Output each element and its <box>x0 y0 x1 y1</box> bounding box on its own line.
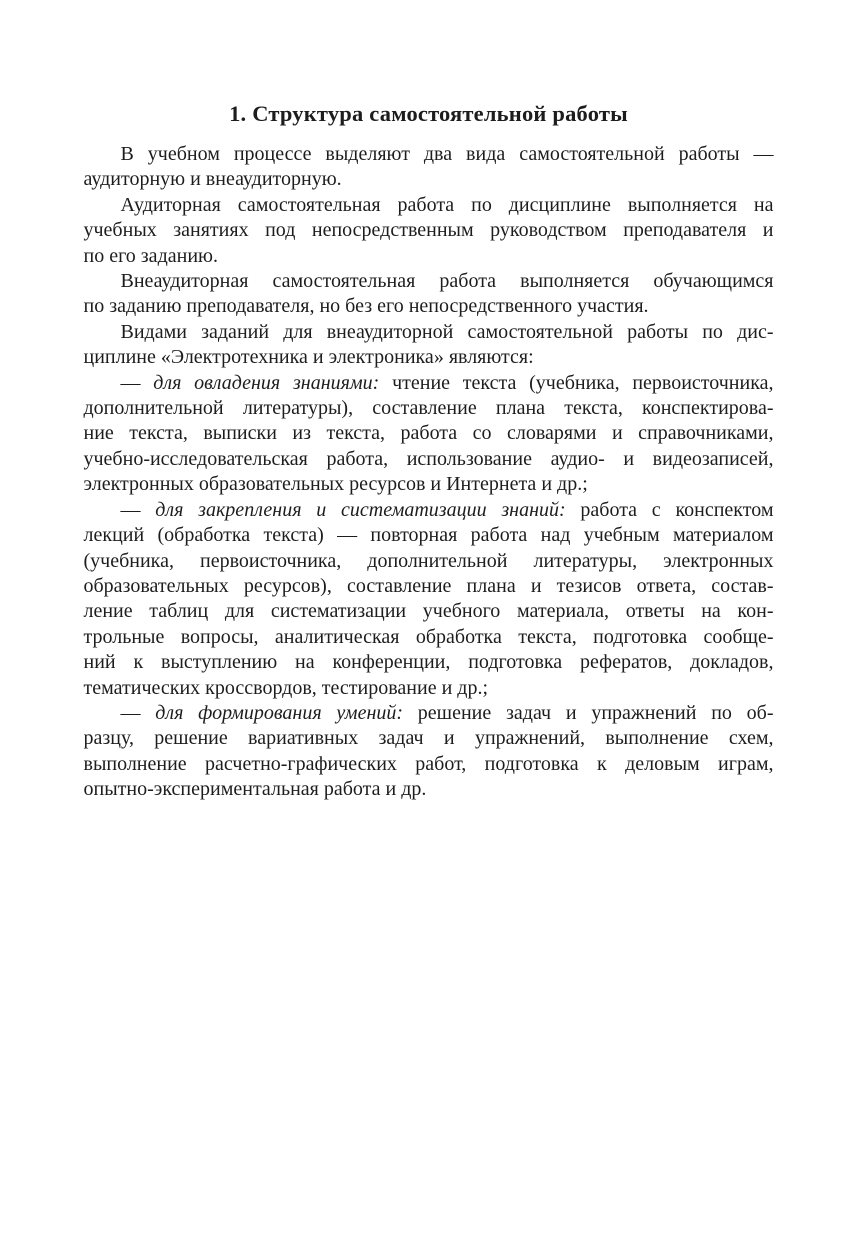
text-line <box>84 447 774 472</box>
text-segment: электронных образовательных ресурсов и Интернета и др.; <box>83 473 588 496</box>
text-segment: циплине «Электротехника и электроника» являются: <box>83 346 534 369</box>
text-line <box>84 676 774 701</box>
text-line <box>84 218 774 243</box>
text-segment: — <box>120 701 156 724</box>
text-segment: учебно-исследовательская работа, использование аудио- и видеозаписей, <box>83 447 774 470</box>
text-line <box>84 244 774 269</box>
text-segment: учебных занятиях под непосредственным руководством преподавателя и <box>83 219 774 242</box>
text-line <box>84 294 774 319</box>
text-line <box>84 523 774 548</box>
text-line <box>84 625 774 650</box>
text-line <box>84 472 774 497</box>
text-line <box>84 650 774 675</box>
section-title: 1. Структура самостоятельной работы <box>229 101 628 126</box>
text-line <box>84 269 774 294</box>
text-segment: — <box>120 498 156 521</box>
text-line <box>84 777 774 802</box>
text-segment: опытно-экспериментальная работа и др. <box>83 778 427 801</box>
document-body <box>84 142 774 803</box>
italic-text-segment: для закрепления и систематизации знаний: <box>155 498 566 521</box>
text-segment: выполнение расчетно-графических работ, подготовка к деловым играм, <box>83 752 774 775</box>
text-segment: ний к выступлению на конференции, подготовка рефератов, докладов, <box>83 651 774 674</box>
text-segment: по заданию преподавателя, но без его непосредственного участия. <box>83 295 649 318</box>
text-line <box>84 549 774 574</box>
text-line <box>84 752 774 777</box>
text-segment: Видами заданий для внеаудиторной самостоятельной работы по дис- <box>120 320 774 343</box>
text-line <box>84 167 774 192</box>
text-segment: тематических кроссвордов, тестирование и др.; <box>83 676 489 699</box>
text-line <box>84 345 774 370</box>
text-segment: образовательных ресурсов), составление плана и тезисов ответа, состав- <box>83 574 774 597</box>
text-segment: ние текста, выписки из текста, работа со словарями и справочниками, <box>83 422 774 445</box>
text-line <box>84 726 774 751</box>
text-segment: — <box>120 371 154 394</box>
text-segment: дополнительной литературы), составление плана текста, конспектирова- <box>83 397 774 420</box>
text-segment: разцу, решение вариативных задач и упражнений, выполнение схем, <box>83 727 774 750</box>
text-line <box>84 193 774 218</box>
text-segment: Аудиторная самостоятельная работа по дисциплине выполняется на <box>120 193 774 216</box>
italic-text-segment: для формирования умений: <box>155 701 404 724</box>
text-segment: чтение текста (учебника, первоисточника, <box>379 371 774 394</box>
text-segment: решение задач и упражнений по об- <box>403 701 774 724</box>
text-segment: по его заданию. <box>83 244 218 267</box>
text-line <box>84 142 774 167</box>
text-segment: Внеаудиторная самостоятельная работа выполняется обучающимся <box>120 270 774 293</box>
text-line <box>84 701 774 726</box>
text-segment: (учебника, первоисточника, дополнительной литературы, электронных <box>83 549 774 572</box>
text-line <box>84 498 774 523</box>
text-line <box>84 599 774 624</box>
text-line <box>84 371 774 396</box>
text-line <box>84 396 774 421</box>
text-line <box>84 421 774 446</box>
text-segment: В учебном процессе выделяют два вида самостоятельной работы — <box>120 143 774 165</box>
text-segment: аудиторную и внеаудиторную. <box>83 168 342 191</box>
text-segment: лекций (обработка текста) — повторная работа над учебным материалом <box>83 524 774 547</box>
text-segment: трольные вопросы, аналитическая обработка текста, подготовка сообще- <box>83 625 774 648</box>
text-segment: ление таблиц для систематизации учебного материала, ответы на кон- <box>83 600 774 623</box>
text-line <box>84 574 774 599</box>
text-line <box>84 320 774 345</box>
italic-text-segment: для овладения знаниями: <box>153 371 380 394</box>
text-segment: работа с конспектом <box>565 498 774 521</box>
